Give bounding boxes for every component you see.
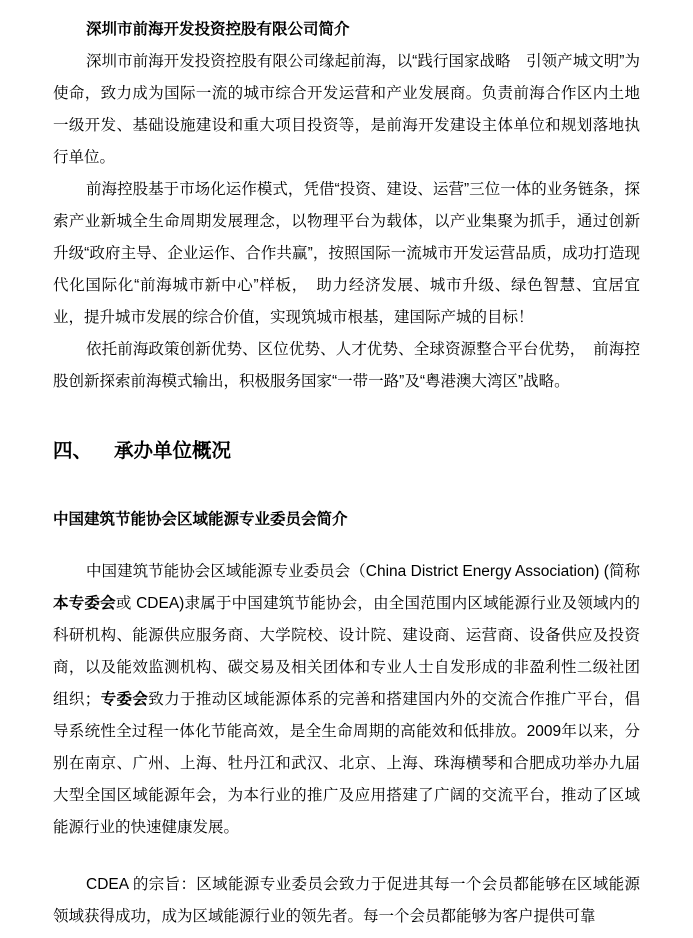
cdea-subheading: 中国建筑节能协会区域能源专业委员会简介 bbox=[53, 511, 348, 528]
qianhai-intro-heading: 深圳市前海开发投资控股有限公司简介 bbox=[86, 21, 350, 38]
qianhai-paragraph-1: 深圳市前海开发投资控股有限公司缘起前海，以“践行国家战略 引领产城文明”为使命，致力成为国际一流的城市综合开发运营和产业发展商。负责前海合作区内土地一级开发、基础设施建设和重大项目投资等，是前海开发建设主体单位和规划落地执行单位。 bbox=[53, 53, 640, 166]
section-qianhai-intro bbox=[53, 14, 640, 398]
section-4-heading bbox=[53, 433, 640, 469]
section-cdea-intro bbox=[53, 504, 640, 933]
qianhai-paragraph-2: 前海控股基于市场化运作模式，凭借“投资、建设、运营”三位一体的业务链条，探索产业新城全生命周期发展理念，以物理平台为载体，以产业集聚为抓手，通过创新升级“政府主导、企业运作、合作共赢”，按照国际一流城市开发运营品质，成功打造现代化国际化“前海城市新中心”样板， 助力经济发展、城市升级、绿色智慧、宜居宜业，提升城市发展的综合价值，实现筑城市根基，建国际产城的目标！ bbox=[53, 181, 640, 326]
cdea-paragraph-1 bbox=[53, 556, 640, 844]
cdea-p1-segment-0: 中国建筑节能协会区域能源专业委员会（China District Energy Association) (简称 bbox=[86, 563, 640, 580]
cdea-p1-segment-1-bold: 本专委会 bbox=[53, 595, 116, 612]
cdea-p1-segment-2: 或 CDEA)隶属于中国建筑节能协会，由全国范围内区域能源行业及领域内的科研机构、能源供应服务商、大学院校、设计院、建设商、运营商、设备供应及投资商，以及能效监测机构、碳交易及相关团体和专业人士自发形成的非盈利性二级社团组织； bbox=[53, 595, 640, 708]
section-4-number: 四、 bbox=[53, 440, 93, 462]
cdea-p1-segment-4: 致力于推动区域能源体系的完善和搭建国内外的交流合作推广平台，倡导系统性全过程一体化节能高效，是全生命周期的高能效和低排放。2009年以来，分别在南京、广州、上海、牡丹江和武汉、北京、上海、珠海横琴和合肥成功举办九届大型全国区域能源年会，为本行业的推广及应用搭建了广阔的交流平台，推动了区域能源行业的快速健康发展。 bbox=[53, 691, 640, 836]
cdea-p1-segment-3-bold: 专委会 bbox=[100, 691, 149, 708]
cdea-paragraph-2: CDEA 的宗旨：区域能源专业委员会致力于促进其每一个会员都能够在区域能源领域获得成功，成为区域能源行业的领先者。每一个会员都能够为客户提供可靠 bbox=[53, 876, 640, 925]
section-4-title: 承办单位概况 bbox=[114, 440, 232, 462]
qianhai-paragraph-3: 依托前海政策创新优势、区位优势、人才优势、全球资源整合平台优势， 前海控股创新探索前海模式输出，积极服务国家“一带一路”及“粤港澳大湾区”战略。 bbox=[53, 341, 640, 390]
